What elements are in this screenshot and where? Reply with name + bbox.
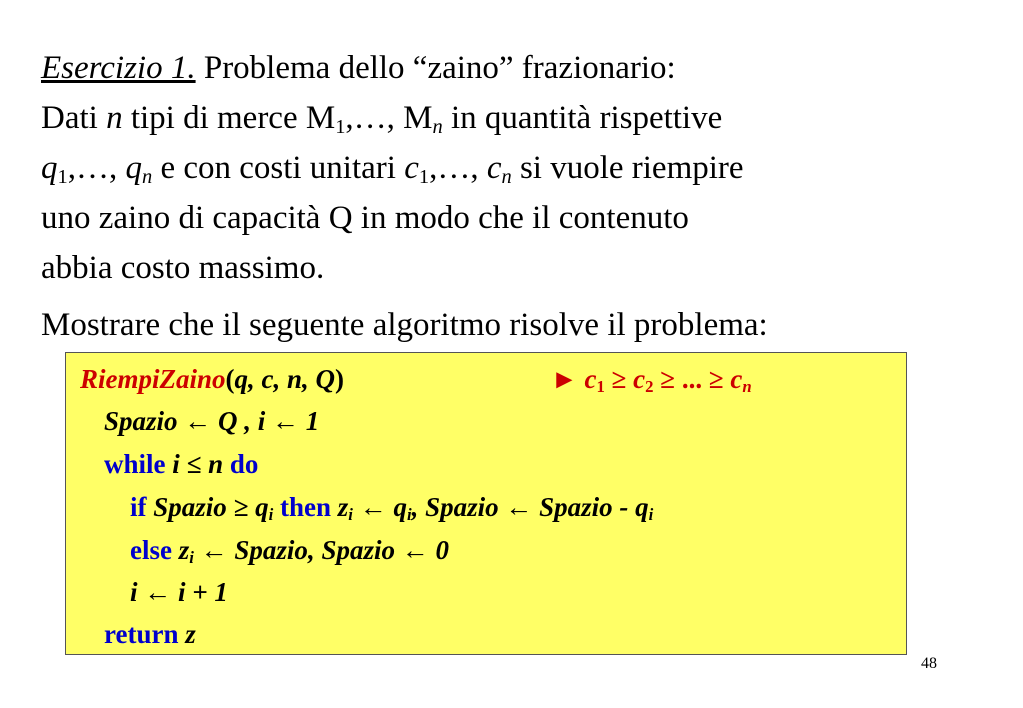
var-n: n (106, 100, 123, 136)
function-params: q, c, n, Q (234, 364, 336, 394)
algo-line-return (104, 614, 196, 654)
algo-line-if (130, 487, 653, 527)
return-value: z (178, 619, 196, 649)
assignment: , Spazio ← Spazio - q (411, 492, 649, 522)
algo-line-while (104, 444, 258, 484)
var-c: c (486, 150, 502, 186)
subscript: 1 (335, 116, 346, 139)
subscript: i (268, 505, 274, 525)
var-c: c (404, 150, 419, 186)
statement-line-2 (41, 93, 1001, 143)
statement-line-4: uno zaino di capacità Q in modo che il contenuto (41, 200, 689, 236)
pointer-icon: ► (551, 364, 585, 394)
paren: ) (335, 364, 345, 394)
text: in quantità rispettive (442, 100, 723, 136)
algo-header (80, 359, 344, 399)
var-z: z (171, 535, 190, 565)
text: tipi di merce M (122, 100, 336, 136)
text: ,…, (67, 150, 126, 186)
page-number: 48 (921, 655, 937, 672)
var-q: q (125, 150, 142, 186)
keyword-do: do (229, 449, 259, 479)
paren: ( (225, 364, 235, 394)
subscript: n (742, 377, 752, 397)
text: ,…, M (345, 100, 433, 136)
var-z: z (331, 492, 349, 522)
text: ≥ (604, 364, 634, 394)
subscript: i (648, 505, 654, 525)
subscript: 1 (596, 377, 605, 397)
subscript: n (432, 116, 443, 139)
keyword-return: return (104, 619, 179, 649)
subscript: i (406, 505, 412, 525)
exercise-statement (41, 43, 1001, 293)
algo-line-init: Spazio ← Q , i ← 1 (104, 406, 320, 436)
statement-line-5: abbia costo massimo. (41, 250, 325, 286)
statement-line-3 (41, 143, 1001, 193)
subscript: 1 (418, 166, 430, 189)
subscript: 1 (57, 166, 68, 189)
keyword-while: while (104, 449, 166, 479)
algo-line-else (130, 530, 449, 570)
assignment: , Spazio ← 0 (307, 535, 449, 565)
subscript: 2 (645, 377, 654, 397)
subscript: i (348, 505, 353, 525)
function-name: RiempiZaino (80, 364, 226, 394)
assignment: ← q (352, 492, 407, 522)
precondition (551, 359, 752, 399)
text: si vuole riempire (511, 150, 744, 186)
keyword-if: if (130, 492, 147, 522)
text: e con costi unitari (152, 150, 405, 186)
if-condition: Spazio ≥ q (146, 492, 269, 522)
var-c: c (633, 364, 646, 394)
assignment: ← Spazio (193, 535, 308, 565)
algo-line-increment: i ← i + 1 (130, 577, 228, 607)
subscript: i (189, 548, 194, 568)
var-c: c (730, 364, 743, 394)
keyword-then: then (273, 492, 332, 522)
var-q: q (41, 150, 58, 186)
text: ,…, (429, 150, 487, 186)
exercise-heading-line (41, 43, 1001, 93)
subscript: n (141, 166, 153, 189)
var-c: c (584, 364, 597, 394)
while-condition: i ≤ n (165, 449, 230, 479)
algorithm-box (65, 352, 907, 655)
task-text: Mostrare che il seguente algoritmo risolve il problema: (41, 307, 768, 343)
subscript: n (501, 166, 512, 189)
keyword-else: else (130, 535, 172, 565)
exercise-heading: Problema dello “zaino” frazionario: (195, 50, 676, 86)
text: Dati (41, 100, 107, 136)
exercise-title: Esercizio 1. (41, 50, 196, 86)
text: ≥ ... ≥ (653, 364, 731, 394)
